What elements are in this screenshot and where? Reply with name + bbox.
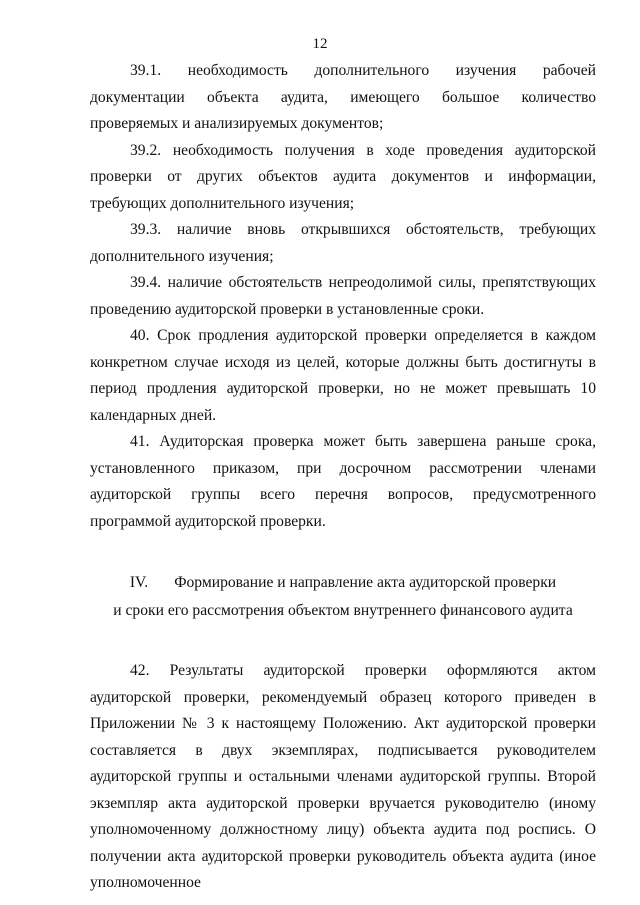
section-title-line-1: Формирование и направление акта аудиторской проверки — [174, 574, 557, 591]
paragraph-40: 40. Срок продления аудиторской проверки определяется в каждом конкретном случае исходя из целей, которые должны быть достигнуты в период продления аудиторской проверки, но не может превышать 10 календарных дней. — [90, 327, 596, 424]
paragraph-39-4: 39.4. наличие обстоятельств непреодолимой силы, препятствующих проведению аудиторской проверки в установленные сроки. — [90, 274, 596, 318]
paragraph-42: 42. Результаты аудиторской проверки оформляются актом аудиторской проверки, рекомендуемый образец которого приведен в Приложении № 3 к настоящему Положению. Акт аудиторской проверки составляется в двух экземплярах, подписывается руководителем аудиторской группы и остальными членами аудиторской группы. Второй экземпляр акта аудиторской проверки вручается руководителю (иному уполномоченному должностному лицу) объекта аудита под роспись. О получении акта аудиторской проверки руководитель объекта аудита (иное уполномоченное — [90, 662, 596, 891]
section-heading — [90, 569, 596, 625]
paragraph-39-1: 39.1. необходимость дополнительного изучения рабочей документации объекта аудита, имеющего большое количество проверяемых и анализируемых документов; — [90, 62, 596, 132]
page-number: 12 — [312, 36, 328, 52]
section-heading-line-1 — [90, 569, 596, 597]
paragraph-39-2: 39.2. необходимость получения в ходе проведения аудиторской проверки от других объектов аудита документов и информации, требующих дополнительного изучения; — [90, 141, 596, 212]
section-title-line-2: и сроки его рассмотрения объектом внутреннего финансового аудита — [113, 602, 573, 619]
paragraph-39-3: 39.3. наличие вновь открывшихся обстоятельств, требующих дополнительного изучения; — [90, 221, 596, 265]
paragraph-41: 41. Аудиторская проверка может быть завершена раньше срока, установленного приказом, при досрочном рассмотрении членами аудиторской группы всего перечня вопросов, предусмотренного программой аудиторской проверки. — [90, 433, 596, 530]
document-body — [90, 58, 596, 897]
section-number: IV. — [129, 574, 149, 591]
